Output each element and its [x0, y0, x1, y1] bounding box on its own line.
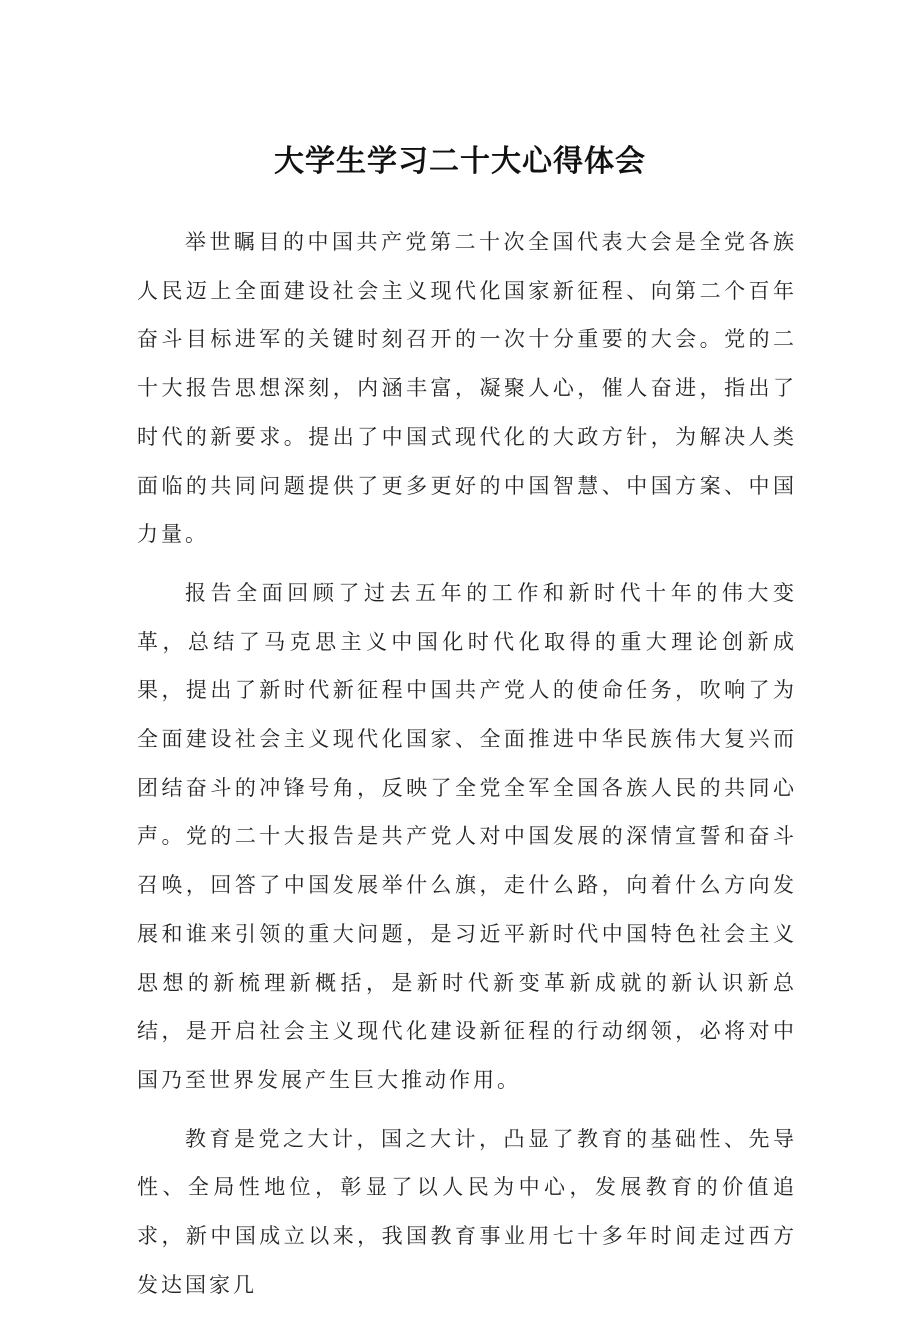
- document-title: 大学生学习二十大心得体会: [274, 144, 646, 179]
- paragraph-1: 举世瞩目的中国共产党第二十次全国代表大会是全党各族人民迈上全面建设社会主义现代化国家新征程、向第二个百年奋斗目标进军的关键时刻召开的一次十分重要的大会。党的二十大报告思想深刻，内涵丰富，凝聚人心，催人奋进，指出了时代的新要求。提出了中国式现代化的大政方针，为解决人类面临的共同问题提供了更多更好的中国智慧、中国方案、中国力量。: [137, 230, 797, 547]
- paragraph-2: 报告全面回顾了过去五年的工作和新时代十年的伟大变革，总结了马克思主义中国化时代化取得的重大理论创新成果，提出了新时代新征程中国共产党人的使命任务，吹响了为全面建设社会主义现代化国家、全面推进中华民族伟大复兴而团结奋斗的冲锋号角，反映了全党全军全国各族人民的共同心声。党的二十大报告是共产党人对中国发展的深情宣誓和奋斗召唤，回答了中国发展举什么旗，走什么路，向着什么方向发展和谁来引领的重大问题，是习近平新时代中国特色社会主义思想的新梳理新概括，是新时代新变革新成就的新认识新总结，是开启社会主义现代化建设新征程的行动纲领，必将对中国乃至世界发展产生巨大推动作用。: [137, 580, 797, 1092]
- document-body: [137, 218, 797, 1319]
- paragraph-3: 教育是党之大计，国之大计，凸显了教育的基础性、先导性、全局性地位，彰显了以人民为中心，发展教育的价值追求，新中国成立以来，我国教育事业用七十多年时间走过西方发达国家几: [137, 1126, 797, 1297]
